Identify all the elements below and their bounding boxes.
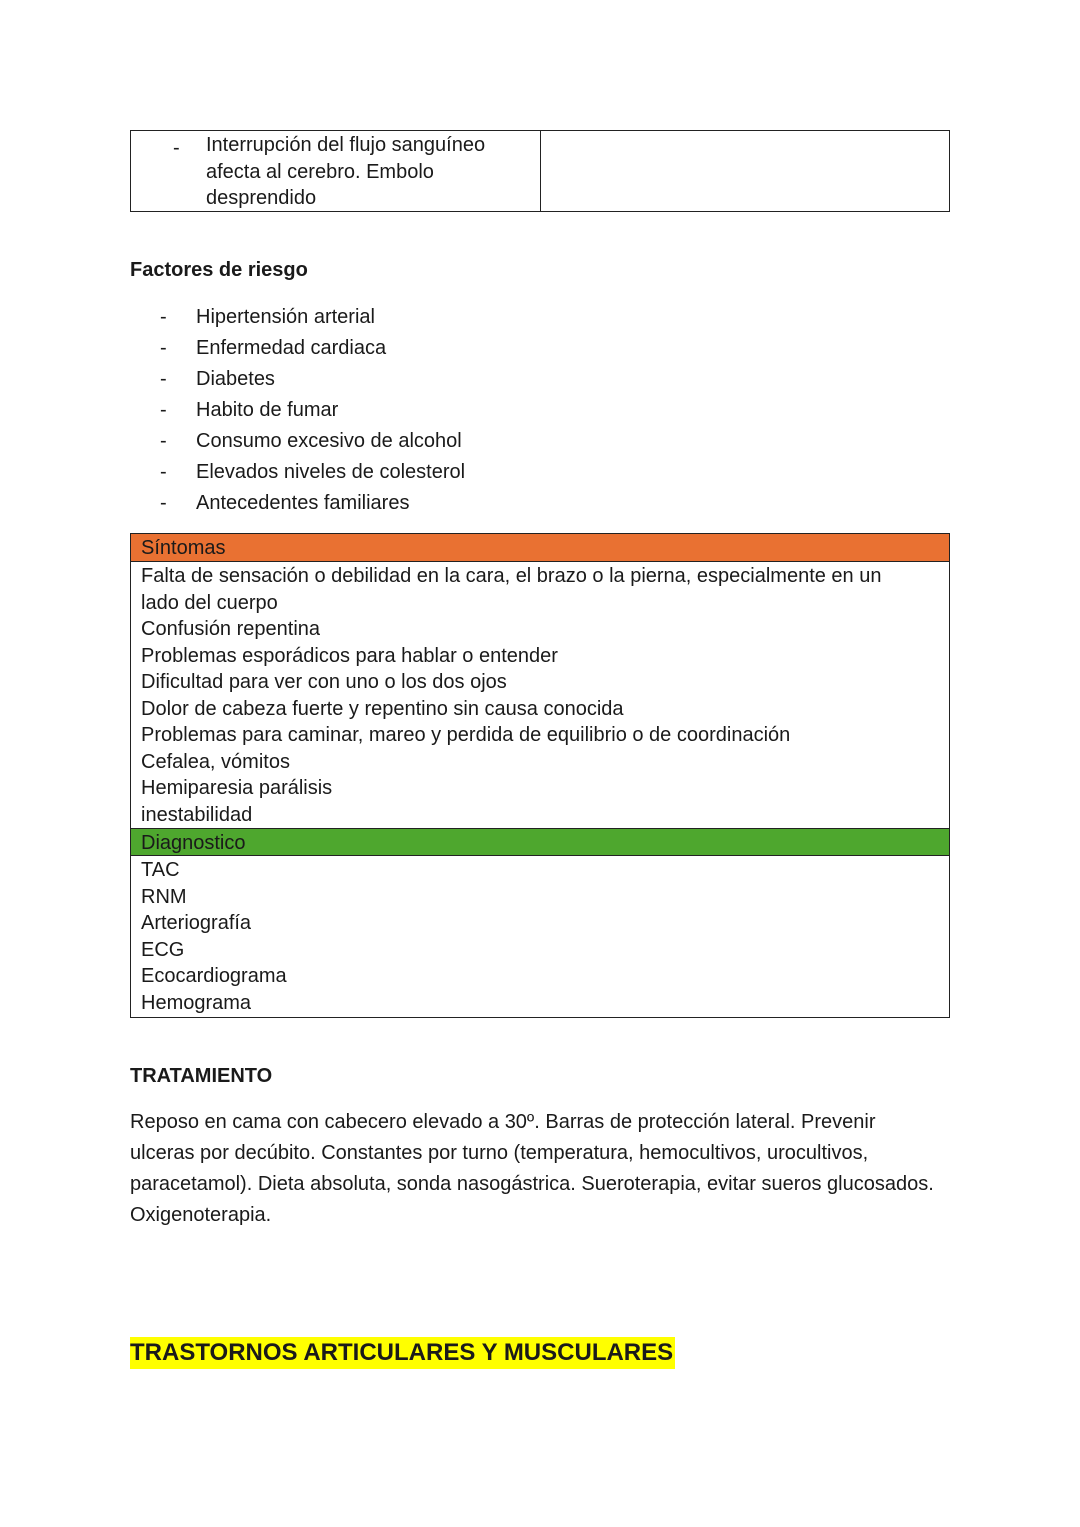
table-row: Confusión repentina [141,618,321,640]
list-item: - Enfermedad cardiaca [160,337,387,359]
diagnosis-header: Diagnostico [131,828,949,856]
table-row: Hemograma [141,991,252,1014]
section-title-highlighted: TRASTORNOS ARTICULARES Y MUSCULARES [130,1337,675,1369]
table-row: Problemas para caminar, mareo y perdida de equilibrio o de coordinación [141,724,791,746]
table-row: RNM [141,885,187,908]
table-row: TAC [141,859,180,881]
treatment-heading: TRATAMIENTO [130,1065,273,1087]
table-row: Dolor de cabeza fuerte y repentino sin causa conocida [141,697,624,720]
list-item: - Diabetes [160,368,275,390]
symptoms-header: Síntomas [131,534,949,562]
table-row: Arteriografía [141,912,252,934]
table-row: ECG [141,938,185,961]
list-item: - Elevados niveles de colesterol [160,461,466,483]
risk-factors-list [160,302,465,519]
risk-factors-heading: Factores de riesgo [130,259,308,281]
list-item: - Consumo excesivo de alcohol [160,430,462,452]
list-item: - Antecedentes familiares [160,492,410,514]
table-row: Hemiparesia parálisis [141,777,333,799]
cause-cell [131,131,541,211]
empty-cell [541,131,949,211]
list-item: - Hipertensión arterial [160,306,375,328]
symptoms-body [131,562,949,828]
cause-table [130,130,950,212]
table-row: lado del cuerpo [141,591,278,614]
table-row: Cefalea, vómitos [141,750,290,773]
list-item: - Habito de fumar [160,399,339,421]
table-row: Dificultad para ver con uno o los dos ojos [141,671,507,693]
table-row: inestabilidad [141,803,253,826]
treatment-paragraph: Reposo en cama con cabecero elevado a 30º. Barras de protección lateral. Prevenir ulceras por decúbito. Constantes por turno (temperatura, hemocultivos, urocultivos, paracetamol). Dieta absoluta, sonda nasogástrica. Sueroterapia, evitar sueros glucosados. Oxigenoterapia. [130,1111,934,1226]
symptoms-diagnosis-table [130,533,950,1018]
bullet-dash: - [173,137,180,159]
table-row: Problemas esporádicos para hablar o entender [141,644,558,667]
table-row: Falta de sensación o debilidad en la cara, el brazo o la pierna, especialmente en un [141,565,882,587]
cause-text: Interrupción del flujo sanguíneo afecta al cerebro. Embolo desprendido [206,134,486,209]
table-row: Ecocardiograma [141,965,287,987]
diagnosis-body [131,856,949,1016]
